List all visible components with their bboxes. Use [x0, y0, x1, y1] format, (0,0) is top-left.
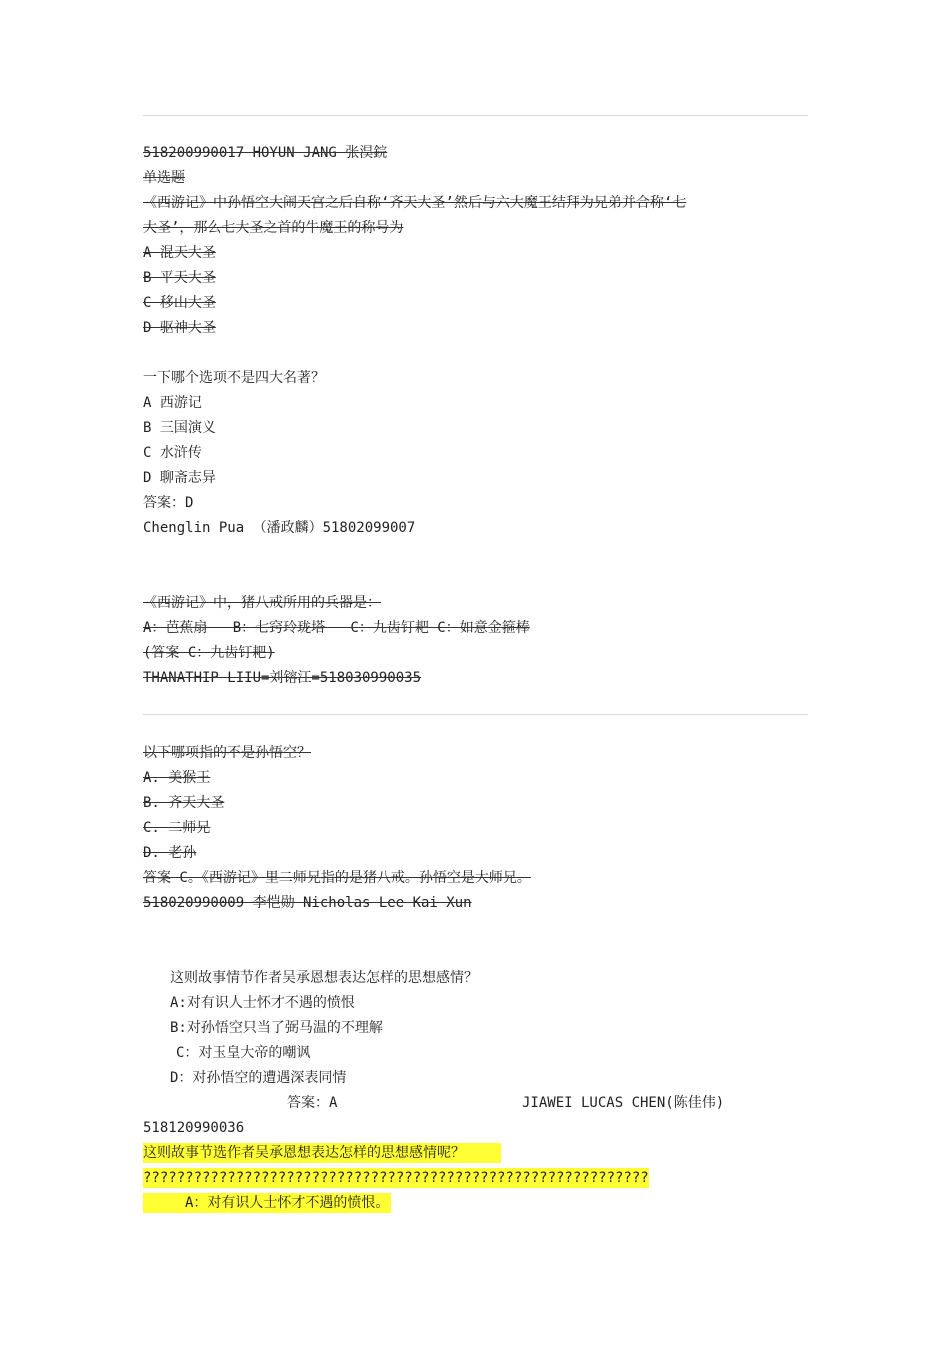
block3-author: THANATHIP LIIU=刘镕江=518030990035 — [143, 670, 422, 686]
middle-divider — [143, 714, 808, 715]
block6-question: 这则故事节选作者吴承恩想表达怎样的思想感情呢？ — [143, 1143, 501, 1163]
block3-answer: (答案 C：九齿钉耙) — [143, 645, 275, 661]
block3-question: 《西游记》中，猪八戒所用的兵器是： — [143, 595, 381, 611]
block1-option-b: B 平天大圣 — [143, 270, 216, 286]
block4-answer: 答案 C。《西游记》里二师兄指的是猪八戒。孙悟空是大师兄。 — [143, 870, 531, 886]
block5-option-c: C：对玉皇大帝的嘲讽 — [176, 1045, 311, 1061]
block3-options: A：芭蕉扇 B：七窍玲珑塔 C：九齿钉耙 C：如意金箍棒 — [143, 620, 530, 636]
block2-option-b: B 三国演义 — [143, 420, 216, 436]
block5-question: 这则故事情节作者吴承恩想表达怎样的思想感情？ — [170, 970, 478, 986]
block5-id: 518120990036 — [143, 1120, 245, 1136]
block4-option-c: C. 二师兄 — [143, 820, 211, 836]
block6-marks: ???????????????????????????????????????????????????????????? — [143, 1170, 649, 1186]
block4-question: 以下哪项指的不是孙悟空？ — [143, 745, 311, 761]
block1-question-line1: 《西游记》中孙悟空大闹天宫之后自称‘齐天大圣’然后与六大魔王结拜为兄弟并合称‘七 — [143, 195, 687, 211]
block2-option-c: C 水浒传 — [143, 445, 202, 461]
block5-option-a: A:对有识人士怀才不遇的愤恨 — [170, 995, 355, 1011]
block1-option-c: C 移山大圣 — [143, 295, 216, 311]
block1-author: 518200990017 HOYUN JANG 张淏鋎 — [143, 145, 388, 161]
block6-option-a: A：对有识人士怀才不遇的愤恨。 — [143, 1193, 391, 1213]
block4-option-a: A. 美猴王 — [143, 770, 211, 786]
block2-option-a: A 西游记 — [143, 395, 202, 411]
block4-option-d: D. 老孙 — [143, 845, 197, 861]
block5-author: JIAWEI LUCAS CHEN(陈佳伟) — [522, 1095, 725, 1111]
block1-question-line2: 大圣’，那么七大圣之首的牛魔王的称号为 — [143, 220, 404, 236]
block4-option-b: B. 齐天大圣 — [143, 795, 225, 811]
block5-answer: 答案：A — [287, 1095, 338, 1111]
block5-option-d: D：对孙悟空的遭遇深表同情 — [170, 1070, 347, 1086]
block2-answer: 答案：D — [143, 495, 194, 511]
block2-question: 一下哪个选项不是四大名著？ — [143, 370, 325, 386]
block5-option-b: B:对孙悟空只当了弼马温的不理解 — [170, 1020, 383, 1036]
block2-author: Chenglin Pua （潘政麟）51802099007 — [143, 520, 416, 536]
block1-option-d: D 驱神大圣 — [143, 320, 216, 336]
block1-type: 单选题 — [143, 170, 185, 186]
block2-option-d: D 聊斋志异 — [143, 470, 216, 486]
block4-author: 518020990009 李恺勋 Nicholas Lee Kai Xun — [143, 895, 472, 911]
top-divider — [143, 115, 808, 116]
block1-option-a: A 混天大圣 — [143, 245, 216, 261]
